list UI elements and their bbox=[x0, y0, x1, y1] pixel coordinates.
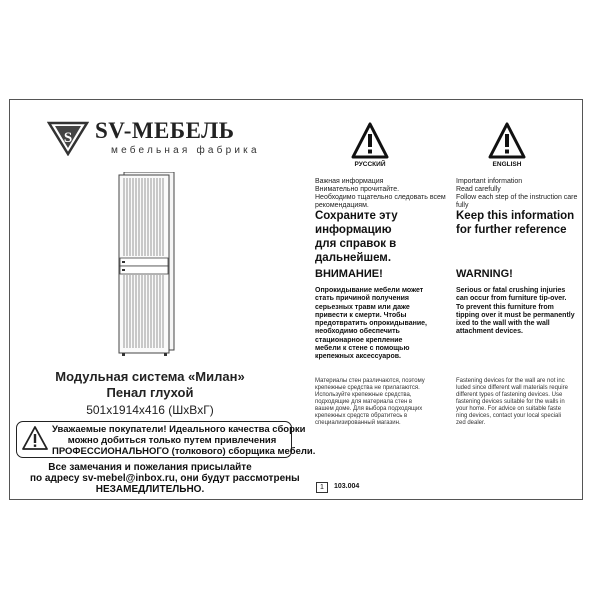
svg-text:S: S bbox=[63, 130, 73, 146]
brand-logo-icon bbox=[47, 120, 89, 156]
product-title: Модульная система «Милан» bbox=[55, 369, 245, 384]
warning-triangle-icon bbox=[22, 426, 48, 450]
brand-tagline: мебельная фабрика bbox=[111, 145, 260, 156]
english-warning-heading: WARNING! bbox=[456, 268, 513, 280]
russian-intro: Важная информация Внимательно прочитайте. Необходимо тщательно следовать всем рекомендациям. bbox=[315, 178, 446, 209]
russian-warning-text: Опрокидывание мебели может стать причиной получения серьезных травм или даже привести к смерти. Чтобы предотвратить опрокидывание, необходимо обеспечить стационарное крепление мебели к стене с помощью крепежных аксессуаров. bbox=[315, 287, 428, 361]
english-wall-note: Fastening devices for the wall are not inc luded since different wall materials require different types of fastening devices. Use fastening devices suitable for the walls in your home. For advice on suitable faste ning devices, contact your local speciali zed dealer. bbox=[456, 378, 568, 426]
feedback-line: НЕЗАМЕДЛИТЕЛЬНО. bbox=[95, 484, 205, 495]
russian-warning-heading: ВНИМАНИЕ! bbox=[315, 268, 383, 280]
product-dimensions: 501x1914x416 (ШxВxГ) bbox=[86, 403, 214, 417]
assembly-warning-line: Уважаемые покупатели! Идеального качества сборки bbox=[52, 424, 306, 435]
brand-name: SV-МЕБЕЛЬ bbox=[95, 118, 235, 143]
cabinet-illustration bbox=[118, 172, 176, 356]
russian-keep-heading: Сохраните эту информацию для справок в дальнейшем. bbox=[315, 210, 398, 264]
english-keep-heading: Keep this information for further reference bbox=[456, 210, 575, 236]
warning-triangle-icon bbox=[488, 122, 526, 160]
product-subtitle: Пенал глухой bbox=[106, 385, 194, 400]
russian-label: РУССКИЙ bbox=[354, 161, 386, 168]
english-label: ENGLISH bbox=[492, 161, 522, 168]
assembly-warning-line: ПРОФЕССИОНАЛЬНОГО (толкового) сборщика мебели. bbox=[52, 446, 316, 457]
english-warning-text: Serious or fatal crushing injuries can occur from furniture tip-over. To prevent this furniture from tipping over it must be permanently ixed to the wall with the wall attachment devices. bbox=[456, 287, 575, 336]
feedback-line: Все замечания и пожелания присылайте bbox=[48, 462, 252, 473]
feedback-line: по адресу sv-mebel@inbox.ru, они будут рассмотрены bbox=[30, 473, 300, 484]
english-intro: Important information Read carefully Follow each step of the instruction care fully bbox=[456, 178, 578, 209]
assembly-warning-line: можно добиться только путем привлечения bbox=[67, 435, 277, 446]
russian-wall-note: Материалы стен различаются, поэтому крепежные средства не прилагаются. Используйте крепежные средства, подходящие для материала стен в вашем доме. Для выбора подходящих крепежных средств обратитесь в специализированный магазин. bbox=[315, 378, 425, 426]
warning-triangle-icon bbox=[351, 122, 389, 160]
document-code: 103.004 bbox=[334, 483, 360, 490]
page-number: 1 bbox=[316, 482, 328, 493]
